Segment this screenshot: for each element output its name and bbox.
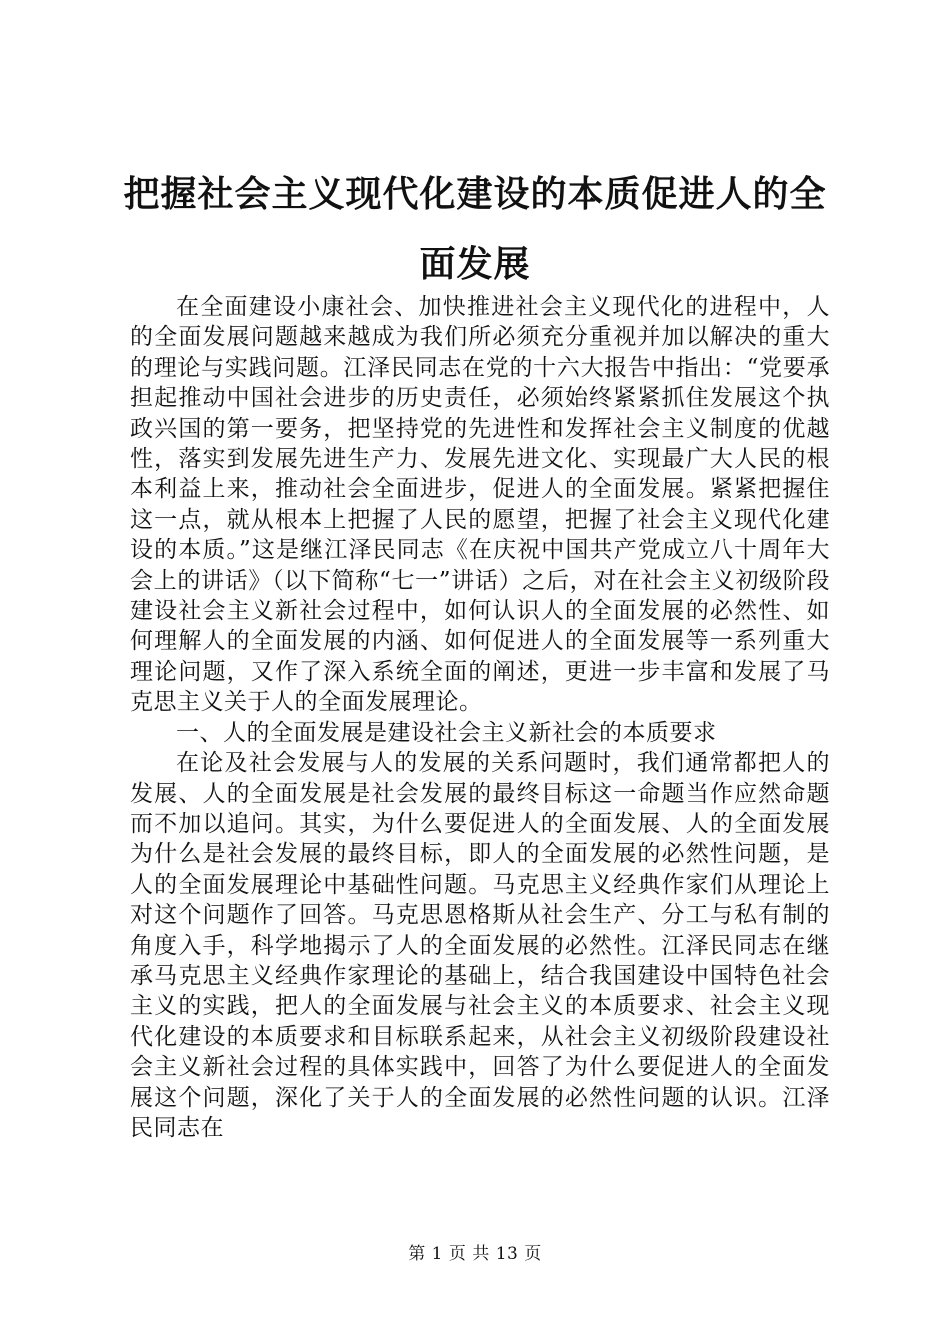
section-heading: 一、人的全面发展是建设社会主义新社会的本质要求 xyxy=(176,719,717,746)
intro-paragraph: 在全面建设小康社会、加快推进社会主义现代化的进程中，人的全面发展问题越来越成为我们所必须充分重视并加以解决的重大的理论与实践问题。江泽民同志在党的十六大报告中指出：“党要承担起推动中国社会进步的历史责任，必须始终紧紧抓住发展这个执政兴国的第一要务，把坚持党的先进性和发挥社会主义制度的优越性，落实到发展先进生产力、发展先进文化、实现最广大人民的根本利益上来，推动社会全面进步，促进人的全面发展。紧紧把握住这一点，就从根本上把握了人民的愿望，把握了社会主义现代化建设的本质。”这是继江泽民同志《在庆祝中国共产党成立八十周年大会上的讲话》（以下简称“七一”讲话）之后，对在社会主义初级阶段建设社会主义新社会过程中，如何认识人的全面发展的必然性、如何理解人的全面发展的内涵、如何促进人的全面发展等一系列重大理论问题，又作了深入系统全面的阐述，更进一步丰富和发展了马克思主义关于人的全面发展理论。 xyxy=(130,294,830,716)
section-paragraph: 在论及社会发展与人的发展的关系问题时，我们通常都把人的发展、人的全面发展是社会发展的最终目标这一命题当作应然命题而不加以追问。其实，为什么要促进人的全面发展、人的全面发展为什么是社会发展的最终目标，即人的全面发展的必然性问题，是人的全面发展理论中基础性问题。马克思主义经典作家们从理论上对这个问题作了回答。马克思恩格斯从社会生产、分工与私有制的角度入手，科学地揭示了人的全面发展的必然性。江泽民同志在继承马克思主义经典作家理论的基础上，结合我国建设中国特色社会主义的实践，把人的全面发展与社会主义的本质要求、社会主义现代化建设的本质要求和目标联系起来，从社会主义初级阶段建设社会主义新社会过程的具体实践中，回答了为什么要促进人的全面发展这个问题，深化了关于人的全面发展的必然性问题的认识。江泽民同志在 xyxy=(130,750,830,1141)
document-title: 把握社会主义现代化建设的本质促进人的全面发展 xyxy=(123,174,827,285)
page-number-footer: 第 1 页 共 13 页 xyxy=(408,1244,542,1264)
document-body xyxy=(130,292,830,1143)
